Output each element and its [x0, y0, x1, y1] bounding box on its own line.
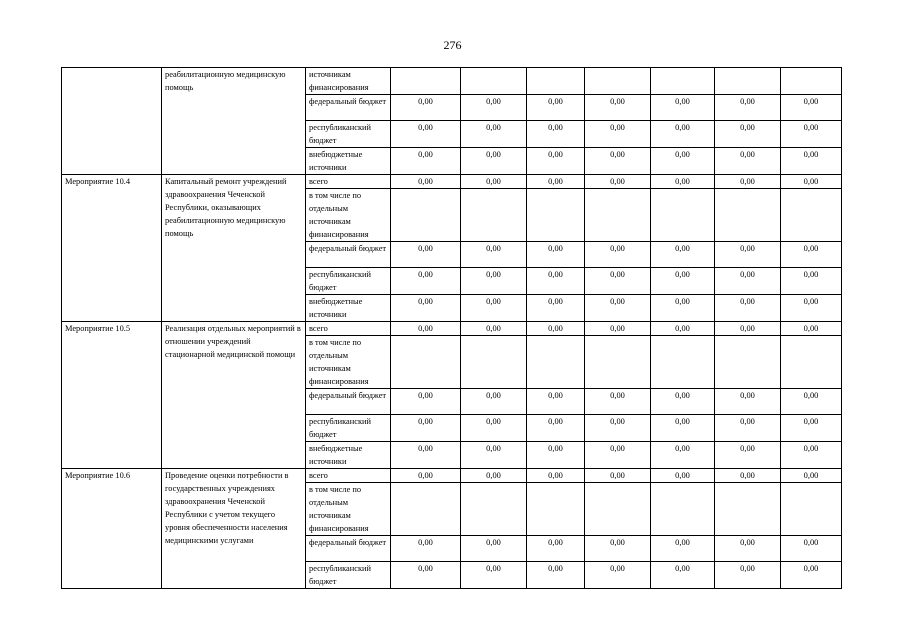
funding-source: внебюджетные источники: [306, 295, 391, 322]
amount-cell: 0,00: [527, 295, 585, 322]
amount-cell: [585, 336, 651, 389]
amount-cell: [781, 68, 842, 95]
amount-cell: 0,00: [781, 469, 842, 483]
amount-cell: [527, 336, 585, 389]
amount-cell: 0,00: [461, 95, 527, 121]
amount-cell: 0,00: [715, 95, 781, 121]
amount-cell: 0,00: [461, 562, 527, 589]
amount-cell: 0,00: [527, 562, 585, 589]
amount-cell: 0,00: [651, 415, 715, 442]
amount-cell: [715, 68, 781, 95]
amount-cell: 0,00: [585, 415, 651, 442]
amount-cell: 0,00: [781, 442, 842, 469]
page-number: 276: [443, 38, 462, 52]
amount-cell: 0,00: [391, 268, 461, 295]
amount-cell: [651, 189, 715, 242]
amount-cell: 0,00: [715, 295, 781, 322]
amount-cell: [461, 68, 527, 95]
amount-cell: [391, 483, 461, 536]
amount-cell: 0,00: [651, 442, 715, 469]
amount-cell: 0,00: [461, 268, 527, 295]
amount-cell: 0,00: [781, 322, 842, 336]
amount-cell: 0,00: [781, 175, 842, 189]
amount-cell: [527, 483, 585, 536]
funding-source: в том числе по отдельным источникам финансирования: [306, 483, 391, 536]
amount-cell: [461, 189, 527, 242]
measure-title: Мероприятие 10.4: [62, 175, 162, 322]
funding-source: в том числе по отдельным источникам финансирования: [306, 189, 391, 242]
amount-cell: [585, 68, 651, 95]
amount-cell: 0,00: [391, 95, 461, 121]
amount-cell: [527, 189, 585, 242]
funding-source: республиканский бюджет: [306, 415, 391, 442]
amount-cell: 0,00: [585, 175, 651, 189]
amount-cell: [715, 336, 781, 389]
funding-source: федеральный бюджет: [306, 389, 391, 415]
measure-title: Мероприятие 10.6: [62, 469, 162, 589]
amount-cell: 0,00: [715, 442, 781, 469]
amount-cell: 0,00: [461, 148, 527, 175]
table-row: [62, 175, 842, 189]
funding-source: республиканский бюджет: [306, 121, 391, 148]
amount-cell: 0,00: [585, 562, 651, 589]
funding-source: в том числе по отдельным источникам финансирования: [306, 336, 391, 389]
amount-cell: 0,00: [391, 322, 461, 336]
amount-cell: 0,00: [781, 295, 842, 322]
amount-cell: 0,00: [781, 415, 842, 442]
amount-cell: 0,00: [781, 95, 842, 121]
amount-cell: [651, 483, 715, 536]
amount-cell: [585, 483, 651, 536]
amount-cell: 0,00: [715, 148, 781, 175]
amount-cell: 0,00: [461, 415, 527, 442]
amount-cell: 0,00: [585, 121, 651, 148]
amount-cell: 0,00: [461, 536, 527, 562]
funding-source: всего: [306, 469, 391, 483]
amount-cell: 0,00: [391, 536, 461, 562]
amount-cell: 0,00: [527, 148, 585, 175]
measure-description: реабилитационную медицинскую помощь: [162, 68, 306, 175]
funding-source: федеральный бюджет: [306, 536, 391, 562]
measure-title: [62, 68, 162, 175]
amount-cell: [527, 68, 585, 95]
amount-cell: 0,00: [391, 242, 461, 268]
amount-cell: 0,00: [391, 121, 461, 148]
amount-cell: [715, 189, 781, 242]
budget-table: [61, 67, 842, 589]
amount-cell: [651, 68, 715, 95]
table-row: [62, 322, 842, 336]
amount-cell: 0,00: [527, 389, 585, 415]
amount-cell: 0,00: [781, 562, 842, 589]
amount-cell: 0,00: [461, 175, 527, 189]
amount-cell: 0,00: [461, 389, 527, 415]
amount-cell: 0,00: [391, 442, 461, 469]
amount-cell: 0,00: [781, 242, 842, 268]
amount-cell: [391, 189, 461, 242]
funding-source: федеральный бюджет: [306, 242, 391, 268]
measure-description: Реализация отдельных мероприятий в отношении учреждений стационарной медицинской помощи: [162, 322, 306, 469]
measure-description: Проведение оценки потребности в государственных учреждениях здравоохранения Чеченской Республики с учетом текущего уровня обеспеченности населения медицинскими услугами: [162, 469, 306, 589]
amount-cell: 0,00: [461, 121, 527, 148]
measure-title: Мероприятие 10.5: [62, 322, 162, 469]
budget-table-body: [62, 68, 842, 589]
amount-cell: 0,00: [585, 95, 651, 121]
funding-source: внебюджетные источники: [306, 148, 391, 175]
amount-cell: [715, 483, 781, 536]
amount-cell: 0,00: [391, 175, 461, 189]
amount-cell: 0,00: [391, 469, 461, 483]
amount-cell: 0,00: [527, 268, 585, 295]
amount-cell: 0,00: [651, 148, 715, 175]
amount-cell: 0,00: [585, 442, 651, 469]
amount-cell: 0,00: [715, 469, 781, 483]
amount-cell: 0,00: [715, 562, 781, 589]
amount-cell: 0,00: [651, 268, 715, 295]
amount-cell: 0,00: [527, 242, 585, 268]
amount-cell: [781, 336, 842, 389]
amount-cell: 0,00: [585, 295, 651, 322]
amount-cell: [781, 483, 842, 536]
amount-cell: [461, 483, 527, 536]
measure-description: Капитальный ремонт учреждений здравоохранения Чеченской Республики, оказывающих реабилитационную медицинскую помощь: [162, 175, 306, 322]
amount-cell: 0,00: [461, 242, 527, 268]
amount-cell: 0,00: [527, 95, 585, 121]
amount-cell: 0,00: [715, 121, 781, 148]
amount-cell: [391, 336, 461, 389]
amount-cell: 0,00: [715, 175, 781, 189]
funding-source: внебюджетные источники: [306, 442, 391, 469]
amount-cell: 0,00: [585, 242, 651, 268]
amount-cell: 0,00: [651, 469, 715, 483]
amount-cell: 0,00: [585, 536, 651, 562]
amount-cell: 0,00: [651, 322, 715, 336]
amount-cell: 0,00: [651, 175, 715, 189]
amount-cell: 0,00: [527, 469, 585, 483]
funding-source: республиканский бюджет: [306, 562, 391, 589]
amount-cell: 0,00: [651, 562, 715, 589]
amount-cell: 0,00: [651, 389, 715, 415]
amount-cell: [651, 336, 715, 389]
amount-cell: 0,00: [651, 295, 715, 322]
funding-source: федеральный бюджет: [306, 95, 391, 121]
amount-cell: 0,00: [715, 322, 781, 336]
amount-cell: 0,00: [585, 322, 651, 336]
amount-cell: 0,00: [585, 268, 651, 295]
amount-cell: 0,00: [781, 536, 842, 562]
amount-cell: 0,00: [461, 295, 527, 322]
amount-cell: 0,00: [527, 415, 585, 442]
amount-cell: 0,00: [585, 389, 651, 415]
amount-cell: 0,00: [651, 242, 715, 268]
amount-cell: 0,00: [527, 175, 585, 189]
amount-cell: 0,00: [391, 415, 461, 442]
amount-cell: 0,00: [391, 389, 461, 415]
amount-cell: 0,00: [651, 536, 715, 562]
amount-cell: 0,00: [715, 536, 781, 562]
amount-cell: [585, 189, 651, 242]
amount-cell: 0,00: [391, 148, 461, 175]
funding-source: всего: [306, 175, 391, 189]
amount-cell: 0,00: [715, 268, 781, 295]
amount-cell: 0,00: [527, 322, 585, 336]
amount-cell: 0,00: [781, 121, 842, 148]
amount-cell: 0,00: [585, 148, 651, 175]
amount-cell: 0,00: [391, 295, 461, 322]
amount-cell: 0,00: [527, 121, 585, 148]
table-row: [62, 469, 842, 483]
table-row: [62, 68, 842, 95]
amount-cell: 0,00: [651, 95, 715, 121]
amount-cell: 0,00: [585, 469, 651, 483]
amount-cell: 0,00: [461, 322, 527, 336]
amount-cell: 0,00: [715, 415, 781, 442]
amount-cell: [461, 336, 527, 389]
amount-cell: 0,00: [715, 389, 781, 415]
amount-cell: 0,00: [527, 536, 585, 562]
funding-source: республиканский бюджет: [306, 268, 391, 295]
amount-cell: 0,00: [781, 268, 842, 295]
amount-cell: 0,00: [781, 148, 842, 175]
funding-source: источникам финансирования: [306, 68, 391, 95]
funding-source: всего: [306, 322, 391, 336]
amount-cell: 0,00: [527, 442, 585, 469]
amount-cell: [391, 68, 461, 95]
amount-cell: 0,00: [715, 242, 781, 268]
amount-cell: 0,00: [391, 562, 461, 589]
amount-cell: [781, 189, 842, 242]
amount-cell: 0,00: [651, 121, 715, 148]
amount-cell: 0,00: [461, 442, 527, 469]
amount-cell: 0,00: [781, 389, 842, 415]
amount-cell: 0,00: [461, 469, 527, 483]
